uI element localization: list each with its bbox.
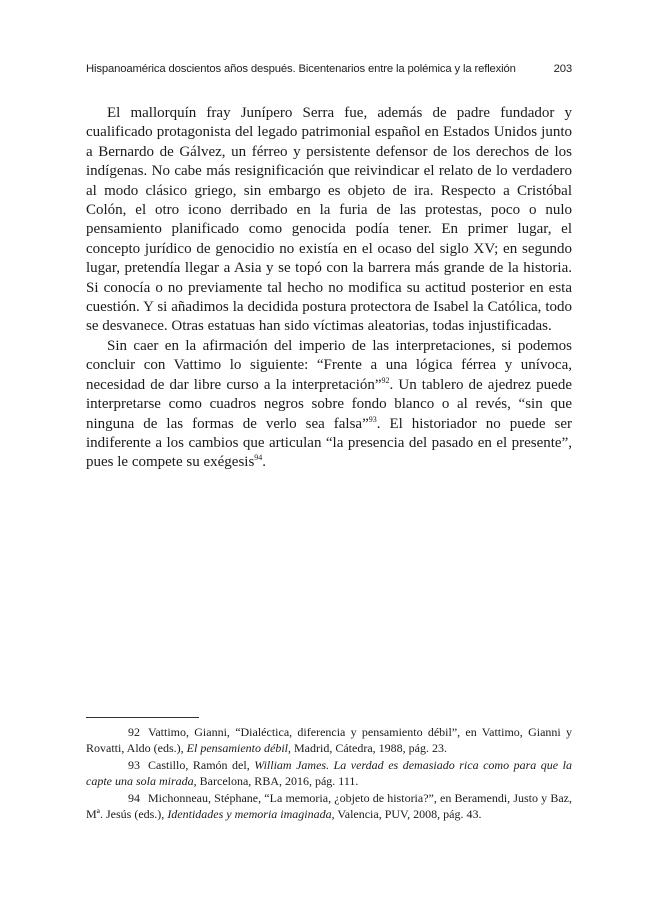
footnote-text: , Valencia, PUV, 2008, pág. 43. <box>331 807 482 822</box>
footnote-number: 94 <box>128 790 140 805</box>
paragraph-text: . Un tablero de ajedrez puede interpretarse como cuadros negros sobre fondo blanco o al revés, “sin que ninguna de las formas de verlo sea falsa” <box>86 376 573 432</box>
footnote-reference: 93 <box>368 414 377 424</box>
footnote-text: Michonneau, Stéphane, “La memoria, ¿objeto de historia?”, en Beramendi, Justo y Baz, Mª. Jesús (eds.), <box>86 790 572 822</box>
footnote-reference: 92 <box>381 375 390 385</box>
footnote-text: Castillo, Ramón del, <box>148 757 255 772</box>
footnote-text: , Barcelona, RBA, 2016, pág. 111. <box>193 774 359 789</box>
footnote-text: Vattimo, Gianni, “Dialéctica, diferencia y pensamiento débil”, en Vattimo, Gianni y Rovatti, Aldo (eds.), <box>86 725 572 756</box>
running-header <box>86 63 572 75</box>
paragraph-text: . <box>262 454 267 471</box>
paragraph <box>86 337 572 473</box>
footnote-title: El pensamiento débil <box>186 741 288 756</box>
footnotes <box>86 724 572 822</box>
paragraph: El mallorquín fray Junípero Serra fue, además de padre fundador y cualificado protagonista del legado patrimonial español en Estados Unidos junto a Bernardo de Gálvez, un férreo y persistente defensor de los derechos de los indígenas. No cabe más resignificación que reivindicar el relato de lo verdadero al modo clásico griego, sin embargo es objeto de ira. Respecto a Cristóbal Colón, el otro icono derribado en la furia de las protestas, poco o nulo pensamiento planificado como genocida podía tener. En primer lugar, el concepto jurídico de genocidio no existía en el ocaso del siglo XV; en segundo lugar, pretendía llegar a Asia y se topó con la barrera más grande de la historia. Si conocía o no previamente tal hecho no modifica su actitud posterior en esta cuestión. Y si añadimos la decidida postura protectora de Isabel la Católica, todo se desvanece. Otras estatuas han sido víctimas aleatorias, todas injustificadas. <box>86 105 572 335</box>
footnote <box>86 790 572 823</box>
footnote <box>86 757 572 790</box>
footnote-number: 93 <box>128 757 140 772</box>
footnote-text: , Madrid, Cátedra, 1988, pág. 23. <box>288 741 447 756</box>
footnote-reference: 94 <box>254 453 263 463</box>
running-title: Hispanoamérica doscientos años después. Bicentenarios entre la polémica y la reflexión <box>86 63 516 75</box>
footnote-separator <box>86 717 199 718</box>
page-number: 203 <box>553 63 572 75</box>
body-text <box>86 104 572 473</box>
paragraph-text: . El historiador no puede ser indiferente a los cambios que articulan “la presencia del pasado en el presente”, pues le compete su exégesis <box>86 415 573 471</box>
footnote-title: Identidades y memoria imaginada <box>167 807 332 822</box>
footnote-title: William James. La verdad es demasiado rica como para que la capte una sola mirada <box>86 757 572 789</box>
footnote-number: 92 <box>128 725 140 739</box>
paragraph-text: Sin caer en la afirmación del imperio de las interpretaciones, si podemos concluir con Vattimo lo siguiente: “Frente a una lógica férrea y unívoca, necesidad de dar libre curso a la interpretación” <box>86 337 572 393</box>
footnote <box>86 724 572 757</box>
